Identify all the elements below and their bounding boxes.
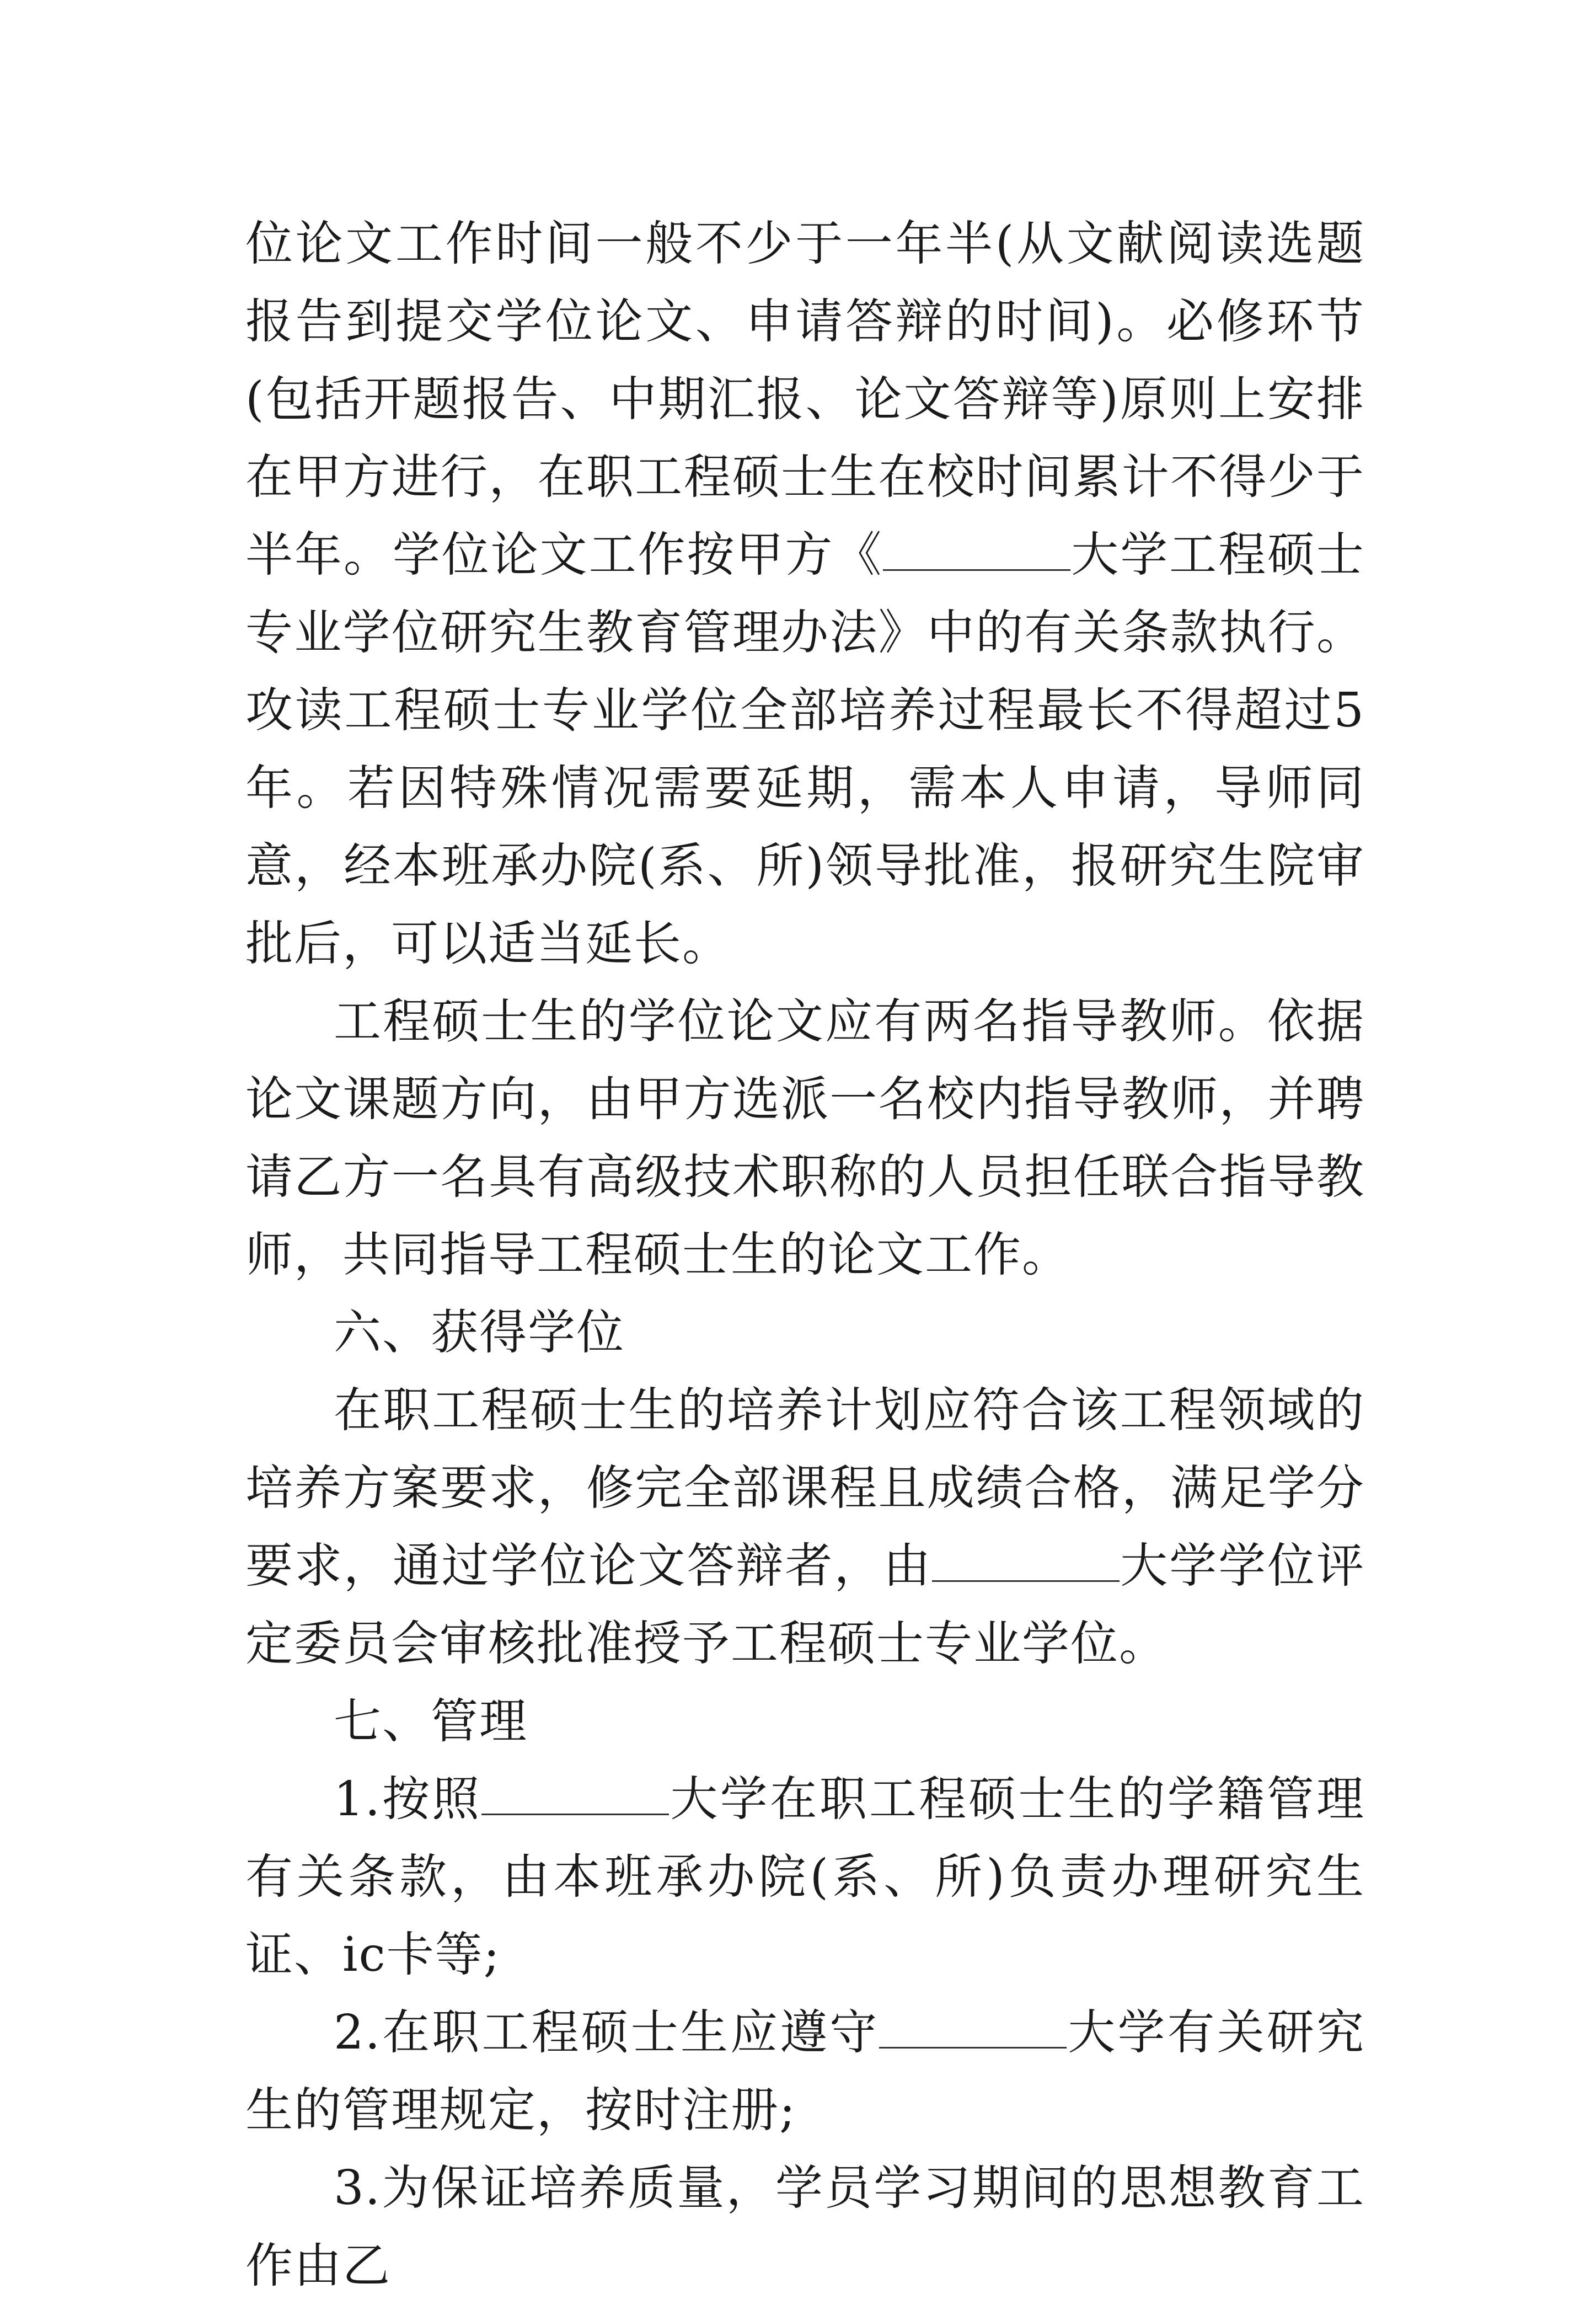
fill-in-blank: [481, 1780, 669, 1815]
paragraph-advisors: 工程硕士生的学位论文应有两名指导教师。依据论文课题方向，由甲方选派一名校内指导教师，并聘请乙方一名具有高级技术职称的人员担任联合指导教师，共同指导工程硕士生的论文工作。: [245, 994, 1365, 1282]
fill-in-blank: [879, 2014, 1067, 2049]
document-body: [245, 205, 1365, 2305]
paragraph-text: 位论文工作时间一般不少于一年半(从文献阅读选题报告到提交学位论文、申请答辩的时间)。必修环节(包括开题报告、中期汇报、论文答辩等)原则上安排在甲方进行，在职工程硕士生在校时间累计不得少于半年。学位论文工作按甲方《: [245, 216, 1365, 582]
paragraph-degree-requirements: [245, 1372, 1365, 1683]
paragraph-text: 大学工程硕士专业学位研究生教育管理办法》中的有关条款执行。攻读工程硕士专业学位全部培养过程最长不得超过5年。若因特殊情况需要延期，需本人申请，导师同意，经本班承办院(系、所)领导批准，报研究生院审批后，可以适当延长。: [245, 527, 1365, 971]
paragraph-text: 大学学位评定委员会审核批准授予工程硕士专业学位。: [245, 1538, 1365, 1671]
list-item-registration: [245, 1761, 1365, 1994]
list-item-regulations: [245, 1994, 1365, 2149]
paragraph-thesis-timeline: [245, 205, 1365, 983]
paragraph-text: 大学在职工程硕士生的学籍管理有关条款，由本班承办院(系、所)负责办理研究生证、ic卡等;: [245, 1772, 1365, 1982]
section-heading-management: 七、管理: [334, 1694, 528, 1749]
section-heading-degree: 六、获得学位: [334, 1305, 625, 1360]
paragraph-text: 2.在职工程硕士生应遵守: [334, 2005, 880, 2060]
fill-in-blank: [932, 1547, 1120, 1582]
paragraph-text: 在职工程硕士生的培养计划应符合该工程领域的培养方案要求，修完全部课程且成绩合格，满足学分要求，通过学位论文答辩者，由: [245, 1383, 1365, 1593]
paragraph-text: 1.按照: [334, 1772, 482, 1827]
list-item-quality: 3.为保证培养质量，学员学习期间的思想教育工作由乙: [245, 2160, 1365, 2293]
paragraph-text: 大学有关研究生的管理规定，按时注册;: [245, 2005, 1365, 2138]
fill-in-blank: [883, 536, 1070, 571]
